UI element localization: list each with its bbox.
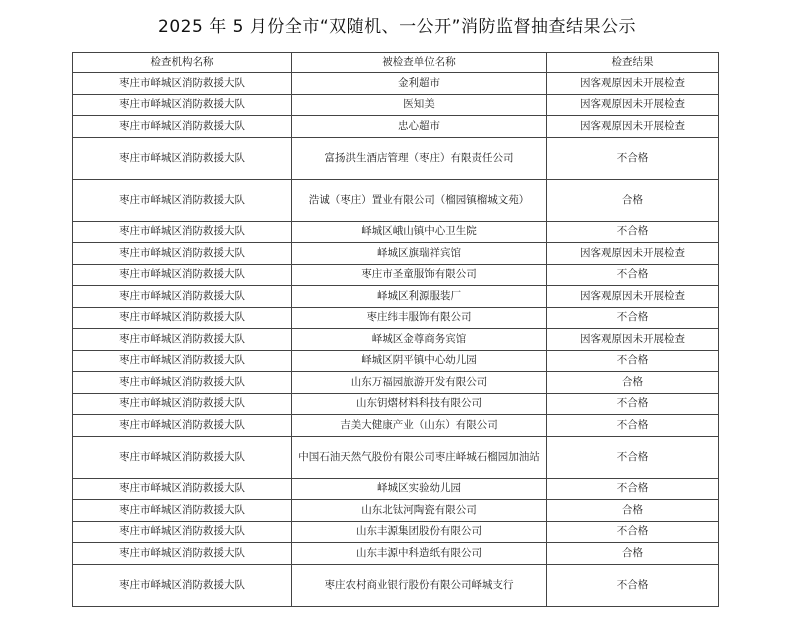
cell-unit: 峄城区阴平镇中心幼儿园 [292, 350, 547, 372]
cell-unit: 枣庄农村商业银行股份有限公司峄城支行 [292, 564, 547, 606]
cell-result: 因客观原因未开展检查 [547, 94, 719, 116]
cell-unit: 吉美大健康产业（山东）有限公司 [292, 415, 547, 437]
cell-agency: 枣庄市峄城区消防救援大队 [73, 564, 292, 606]
cell-unit: 金利超市 [292, 73, 547, 95]
cell-unit: 山东丰源中科造纸有限公司 [292, 543, 547, 565]
cell-result: 不合格 [547, 415, 719, 437]
table-row [73, 329, 719, 351]
table-row [73, 350, 719, 372]
cell-result: 不合格 [547, 393, 719, 415]
cell-result: 因客观原因未开展检查 [547, 73, 719, 95]
cell-result: 合格 [547, 372, 719, 394]
table-row [73, 221, 719, 243]
table-row [73, 436, 719, 478]
cell-result: 不合格 [547, 478, 719, 500]
table-row [73, 73, 719, 95]
table-row [73, 564, 719, 606]
cell-agency: 枣庄市峄城区消防救援大队 [73, 500, 292, 522]
cell-unit: 枣庄市圣童服饰有限公司 [292, 264, 547, 286]
cell-result: 不合格 [547, 564, 719, 606]
cell-agency: 枣庄市峄城区消防救援大队 [73, 94, 292, 116]
header-unit: 被检查单位名称 [292, 53, 547, 73]
cell-result: 不合格 [547, 307, 719, 329]
table-row [73, 543, 719, 565]
cell-unit: 峄城区旗瑞祥宾馆 [292, 243, 547, 265]
cell-agency: 枣庄市峄城区消防救援大队 [73, 350, 292, 372]
cell-unit: 山东丰源集团股份有限公司 [292, 521, 547, 543]
cell-agency: 枣庄市峄城区消防救援大队 [73, 286, 292, 308]
cell-agency: 枣庄市峄城区消防救援大队 [73, 393, 292, 415]
table-row [73, 415, 719, 437]
cell-unit: 山东钥熠材料科技有限公司 [292, 393, 547, 415]
cell-agency: 枣庄市峄城区消防救援大队 [73, 116, 292, 138]
cell-unit: 峄城区峨山镇中心卫生院 [292, 221, 547, 243]
results-table [72, 52, 719, 607]
header-agency: 检查机构名称 [73, 53, 292, 73]
cell-agency: 枣庄市峄城区消防救援大队 [73, 264, 292, 286]
cell-result: 因客观原因未开展检查 [547, 286, 719, 308]
cell-agency: 枣庄市峄城区消防救援大队 [73, 372, 292, 394]
table-row [73, 478, 719, 500]
table-row [73, 137, 719, 179]
table-row [73, 286, 719, 308]
table-row [73, 307, 719, 329]
table-header-row [73, 53, 719, 73]
cell-result: 合格 [547, 179, 719, 221]
cell-result: 不合格 [547, 137, 719, 179]
cell-agency: 枣庄市峄城区消防救援大队 [73, 73, 292, 95]
cell-result: 合格 [547, 500, 719, 522]
cell-agency: 枣庄市峄城区消防救援大队 [73, 478, 292, 500]
cell-unit: 峄城区实验幼儿园 [292, 478, 547, 500]
cell-agency: 枣庄市峄城区消防救援大队 [73, 179, 292, 221]
cell-unit: 浩诚（枣庄）置业有限公司（榴园镇榴城文苑） [292, 179, 547, 221]
cell-result: 因客观原因未开展检查 [547, 329, 719, 351]
page-title: 2025 年 5 月份全市“双随机、一公开”消防监督抽查结果公示 [158, 17, 636, 37]
cell-agency: 枣庄市峄城区消防救援大队 [73, 243, 292, 265]
cell-unit: 医知美 [292, 94, 547, 116]
cell-unit: 富扬洪生酒店管理（枣庄）有限责任公司 [292, 137, 547, 179]
cell-unit: 枣庄纬丰服饰有限公司 [292, 307, 547, 329]
cell-result: 合格 [547, 543, 719, 565]
cell-unit: 峄城区利源服装厂 [292, 286, 547, 308]
cell-unit: 山东北钛河陶瓷有限公司 [292, 500, 547, 522]
cell-result: 因客观原因未开展检查 [547, 116, 719, 138]
cell-unit: 峄城区金尊商务宾馆 [292, 329, 547, 351]
cell-result: 不合格 [547, 350, 719, 372]
table-row [73, 521, 719, 543]
header-result: 检查结果 [547, 53, 719, 73]
cell-result: 因客观原因未开展检查 [547, 243, 719, 265]
cell-agency: 枣庄市峄城区消防救援大队 [73, 415, 292, 437]
cell-result: 不合格 [547, 521, 719, 543]
table-row [73, 179, 719, 221]
table-row [73, 243, 719, 265]
table-row [73, 372, 719, 394]
table-row [73, 500, 719, 522]
cell-unit: 山东万福园旅游开发有限公司 [292, 372, 547, 394]
cell-result: 不合格 [547, 264, 719, 286]
cell-result: 不合格 [547, 221, 719, 243]
cell-agency: 枣庄市峄城区消防救援大队 [73, 329, 292, 351]
table-row [73, 393, 719, 415]
cell-agency: 枣庄市峄城区消防救援大队 [73, 137, 292, 179]
cell-agency: 枣庄市峄城区消防救援大队 [73, 543, 292, 565]
table-row [73, 264, 719, 286]
cell-agency: 枣庄市峄城区消防救援大队 [73, 436, 292, 478]
table-row [73, 116, 719, 138]
cell-agency: 枣庄市峄城区消防救援大队 [73, 307, 292, 329]
cell-agency: 枣庄市峄城区消防救援大队 [73, 521, 292, 543]
cell-result: 不合格 [547, 436, 719, 478]
cell-unit: 中国石油天然气股份有限公司枣庄峄城石榴园加油站 [292, 436, 547, 478]
cell-agency: 枣庄市峄城区消防救援大队 [73, 221, 292, 243]
cell-unit: 忠心超市 [292, 116, 547, 138]
table-row [73, 94, 719, 116]
